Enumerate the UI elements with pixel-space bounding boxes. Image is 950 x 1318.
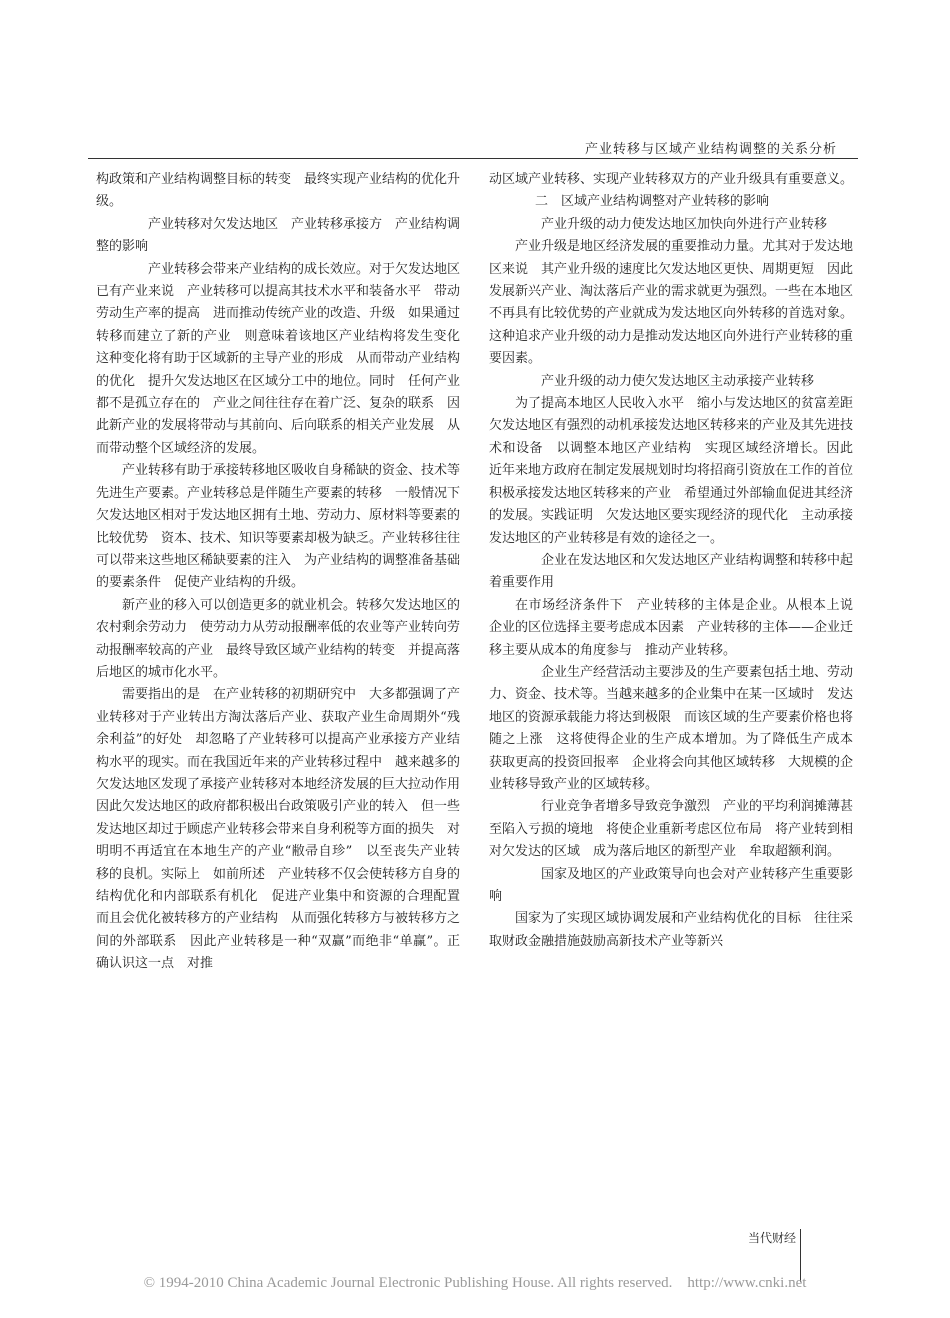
body-paragraph: 产业升级是地区经济发展的重要推动力量。尤其对于发达地区来说 其产业升级的速度比欠发达地区更快、周期更短 因此发展新兴产业、淘汰落后产业的需求就更为强烈。一些在本地区不再具有比较优势的产业就成为发达地区向外转移的首选对象。这种追求产业升级的动力是推动发达地区向外进行产业转移的重要因素。 xyxy=(489,239,854,367)
body-paragraph: 为了提高本地区人民收入水平 缩小与发达地区的贫富差距 欠发达地区有强烈的动机承接发达地区转移来的产业及其先进技术和设备 以调整本地区产业结构 实现区域经济增长。因此 近年来地方政府在制定发展规划时均将招商引资放在工作的首位 积极承接发达地区转移来的产业 希望通过外部输血促进其经济的发展。实践证明 欠发达地区要实现经济的现代化 主动承接发达地区的产业转移是有效的途径之一。 xyxy=(489,396,867,546)
body-paragraph: 国家为了实现区域协调发展和产业结构优化的目标 往往采取财政金融措施鼓励高新技术产业等新兴 xyxy=(489,911,854,949)
header-rule xyxy=(88,158,858,159)
running-header: 产业转移与区域产业结构调整的关系分析 xyxy=(585,142,838,157)
body-paragraph: 构政策和产业结构调整目标的转变 最终实现产业结构的优化升级。 xyxy=(96,172,461,210)
subsection-paragraph: 企业在发达地区和欠发达地区产业结构调整和转移中起着重要作用 xyxy=(489,552,854,591)
subsection-paragraph: 企业生产经营活动主要涉及的生产要素包括土地、劳动力、资金、技术等。当越来越多的企业集中在某一区域时 发达地区的资源承载能力将达到极限 而该区域的生产要素价格也将随之上涨 这将使得企业的生产成本增加。为了降低生产成本 获取更高的投资回报率 企业将会向其他区域转移 大规模的企业转移导致产业的区域转移。 xyxy=(489,664,867,792)
subsection-paragraph: 行业竞争者增多导致竞争激烈 产业的平均利润摊薄甚至陷入亏损的境地 将使企业重新考虑区位布局 将产业转到相对欠发达的区域 成为落后地区的新型产业 牟取超额利润。 xyxy=(489,799,854,860)
subsection-paragraph: 产业转移对欠发达地区 产业转移承接方 产业结构调整的影响 xyxy=(96,216,461,255)
body-paragraph: 新产业的移入可以创造更多的就业机会。转移欠发达地区的农村剩余劳动力 使劳动力从劳动报酬率低的农业等产业转向劳动报酬率较高的产业 最终导致区域产业结构的转变 并提高落后地区的城市化水平。 xyxy=(96,597,461,680)
section-heading: 二 区域产业结构调整对产业转移的影响 xyxy=(535,194,770,210)
body-paragraph: 产业转移有助于承接转移地区吸收自身稀缺的资金、技术等先进生产要素。产业转移总是伴随生产要素的转移 一般情况下 欠发达地区相对于发达地区拥有土地、劳动力、原材料等要素的比较优势 资本、技术、知识等要素却极为缺乏。产业转移往往可以带来这些地区稀缺要素的注入 为产业结构的调整准备基础的要素条件 促使产业结构的升级。 xyxy=(96,463,474,591)
subsection-paragraph: 产业转移会带来产业结构的成长效应。对于欠发达地区已有产业来说 产业转移可以提高其技术水平和装备水平 带动劳动生产率的提高 进而推动传统产业的改造、升级 如果通过转移而建立了新的产业 则意味着该地区产业结构将发生变化 这种变化将有助于区域新的主导产业的形成 从而带动产业结构的优化 提升欠发达地区在区域分工中的地位。同时 任何产业都不是孤立存在的 产业之间往往存在着广泛、复杂的联系 因此新产业的发展将带动与其前向、后向联系的相关产业发展 从而带动整个区域经济的发展。 xyxy=(96,261,474,456)
left-column xyxy=(96,169,474,976)
copyright-notice: © 1994-2010 China Academic Journal Electronic Publishing House. All rights reserved. http://www.cnki.net xyxy=(143,1275,807,1291)
subsection-paragraph: 产业升级的动力使欠发达地区主动承接产业转移 xyxy=(541,373,815,389)
body-paragraph: 动区域产业转移、实现产业转移双方的产业升级具有重要意义。 xyxy=(489,172,854,187)
right-column xyxy=(489,169,867,953)
subsection-paragraph: 国家及地区的产业政策导向也会对产业转移产生重要影响 xyxy=(489,866,854,904)
body-paragraph: 需要指出的是 在产业转移的初期研究中 大多都强调了产业转移对于产业转出方淘汰落后产业、获取产业生命周期外“残余利益”的好处 却忽略了产业转移可以提高产业承接方产业结构水平的现实。而在我国近年来的产业转移过程中 越来越多的欠发达地区发现了承接产业转移对本地经济发展的巨大拉动作用 因此欠发达地区的政府都积极出台政策吸引产业的转入 但一些发达地区却过于顾虑产业转移会带来自身利税等方面的损失 对明明不再适宜在本地生产的产业“敝帚自珍” 以至丧失产业转移的良机。实际上 如前所述 产业转移不仅会使转移方自身的结构优化和内部联系有机化 促进产业集中和资源的合理配置 而且会优化被转移方的产业结构 从而强化转移方与被转移方之间的外部联系 因此产业转移是一种“双赢”而绝非“单赢”。正确认识这一点 对推 xyxy=(96,687,474,972)
journal-name: 当代财经 xyxy=(748,1231,797,1245)
subsection-paragraph: 产业升级的动力使发达地区加快向外进行产业转移 xyxy=(541,216,828,232)
body-paragraph: 在市场经济条件下 产业转移的主体是企业。从根本上说 企业的区位选择主要考虑成本因素 产业转移的主体——企业迁移主要从成本的角度参与 推动产业转移。 xyxy=(489,597,867,658)
